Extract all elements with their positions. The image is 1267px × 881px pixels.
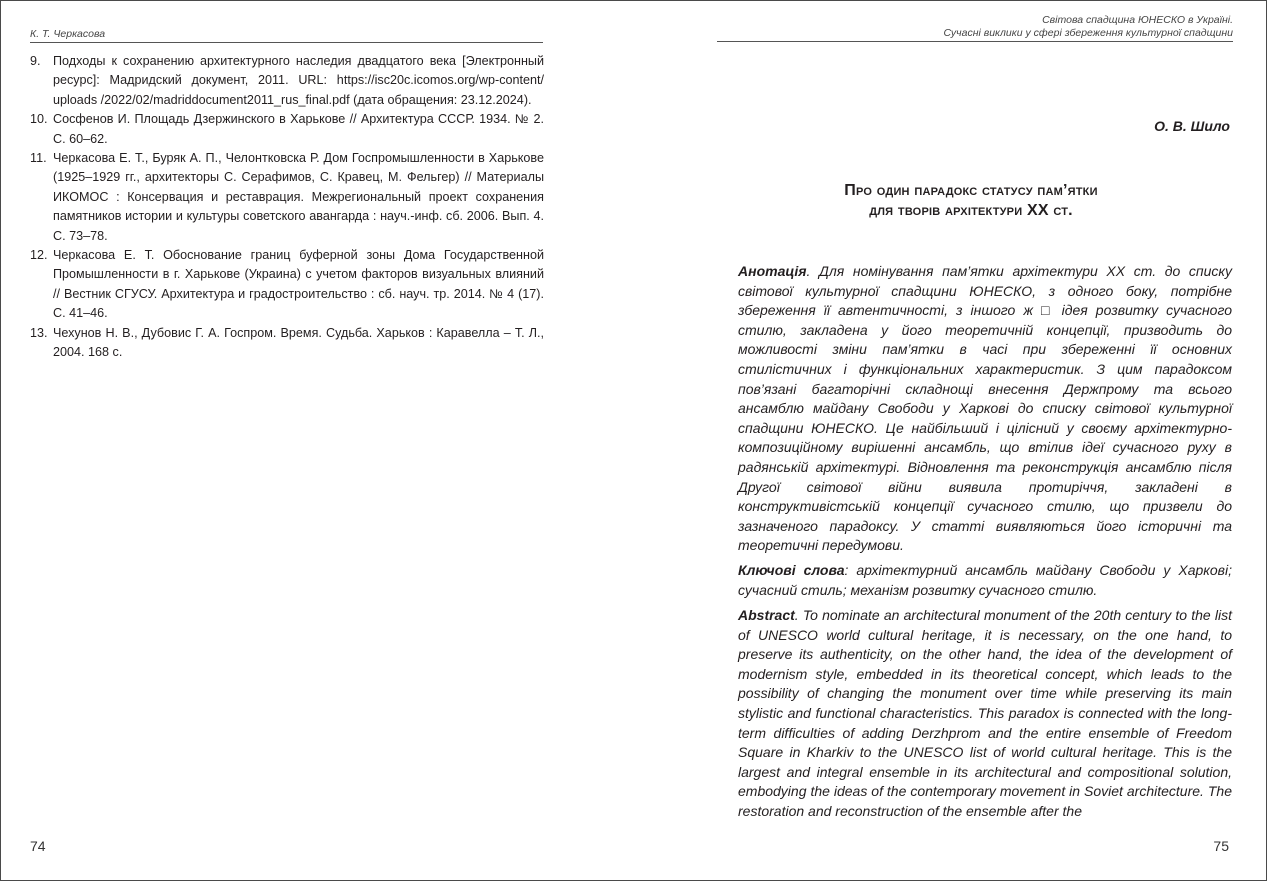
- reference-number: 11.: [30, 151, 47, 166]
- right-running-header: [717, 14, 1233, 42]
- right-running-header-line2: Сучасні виклики у сфері збереження культурної спадщини: [943, 27, 1233, 39]
- article-title-line2: для творів архітектури XX ст.: [869, 202, 1073, 219]
- reference-list: [30, 52, 544, 363]
- reference-number: 9.: [30, 54, 41, 68]
- reference-text: Сосфенов И. Площадь Дзержинского в Харькове // Архитектура СССР. 1934. № 2. С. 60–62.: [53, 112, 544, 146]
- annotation-text: . Для номінування пам’ятки архітектури ХХ ст. до списку світової культурної спадщини ЮНЕСКО, з одного боку, потрібне збереження її автентичності, з іншого ж □ ідея розвитку сучасного стилю, закладена у його теоретичній концепції, призводить до можливості зміни пам’ятки в часі при збереженні її основних стилістичних і функціональних характеристик. З цим парадоксом пов’язані багаторічні складнощі внесення Держпрому та всього ансамблю майдану Свободи у Харкові до списку світової культурної спадщини ЮНЕСКО. Це найбільший і цілісний у своєму архітектурно-композиційному вирішенні ансамбль, що втілив ідеї сучасного руху в радянській архітектурі. Відновлення та реконструкція ансамблю після Другої світової війни виявила протиріччя, закладені в конструктивістській концепції сучасного стилю, що призвели до зазначеного парадоксу. У статті виявляються його історичні та теоретичні передумови.: [738, 263, 1232, 554]
- reference-item: [30, 52, 544, 110]
- right-running-header-line1: Світова спадщина ЮНЕСКО в Україні.: [1042, 14, 1233, 26]
- reference-item: [30, 110, 544, 149]
- keywords-label: Ключові слова: [738, 562, 845, 578]
- article-title: [738, 181, 1204, 221]
- left-running-header: К. Т. Черкасова: [30, 28, 543, 43]
- reference-text: Подходы к сохранению архитектурного наследия двадцатого века [Электронный ресурс]: Мадридский документ, 2011. URL: https://isc20c.icomos.org/wp-content/ uploads /2022/02/madriddocument2011_rus_final.pdf (дата обращения: 23.12.2024).: [53, 54, 544, 107]
- reference-number: 10.: [30, 112, 48, 127]
- keywords-text: : архітектурний ансамбль майдану Свободи у Харкові; сучасний стиль; механізм розвитку сучасного стилю.: [738, 562, 1232, 598]
- article-title-line1: Про один парадокс статусу пам’ятки: [844, 182, 1098, 199]
- keywords-paragraph: [738, 561, 1232, 600]
- annotation-label: Анотація: [738, 263, 807, 279]
- reference-number: 12.: [30, 248, 48, 263]
- reference-item: [30, 149, 544, 246]
- reference-text: Черкасова Е. Т. Обоснование границ буферной зоны Дома Государственной Промышленности в г. Харькове (Украина) с учетом факторов визуальных влияний // Вестник СГУСУ. Архитектура и градостроительство : сб. науч. тр. 2014. № 4 (17). С. 41–46.: [53, 248, 544, 321]
- abstract-label: Abstract: [738, 607, 795, 623]
- left-page-number: 74: [30, 838, 46, 854]
- right-page-number: 75: [1213, 838, 1229, 854]
- abstract-paragraph: [738, 606, 1232, 822]
- reference-item: [30, 324, 544, 363]
- reference-item: [30, 246, 544, 324]
- annotation-paragraph: [738, 262, 1232, 556]
- article-author: О. В. Шило: [1154, 118, 1230, 134]
- reference-number: 13.: [30, 325, 48, 340]
- abstract-text: . To nominate an architectural monument of the 20th century to the list of UNESCO world cultural heritage, it is necessary, on the one hand, to preserve its authenticity, on the other hand, the idea of the development of modernism style, embedded in its theoretical concept, which leads to the possibility of changing the monument over time while preserving its main stylistic and functional characteristics. This paradox is connected with the long-term difficulties of adding Derzhprom and the entire ensemble of Freedom Square in Kharkiv to the UNESCO list of world cultural heritage. This is the largest and integral ensemble in its architectural and compositional solution, embodying the ideas of the contemporary movement in Soviet architecture. The restoration and reconstruction of the ensemble after the: [738, 607, 1232, 819]
- reference-text: Чехунов Н. В., Дубовис Г. А. Госпром. Время. Судьба. Харьков : Каравелла – Т. Л., 2004. 168 с.: [53, 325, 544, 360]
- reference-text: Черкасова Е. Т., Буряк А. П., Челонтковска Р. Дом Госпромышленности в Харькове (1925–1929 гг., архитекторы С. Серафимов, С. Кравец, М. Фельгер) // Материалы ИКОМОС : Консервация и реставрация. Межрегиональный проект сохранения памятников истории и культуры советского авангарда : науч.-инф. сб. 2006. Вып. 4. С. 73–78.: [53, 151, 544, 243]
